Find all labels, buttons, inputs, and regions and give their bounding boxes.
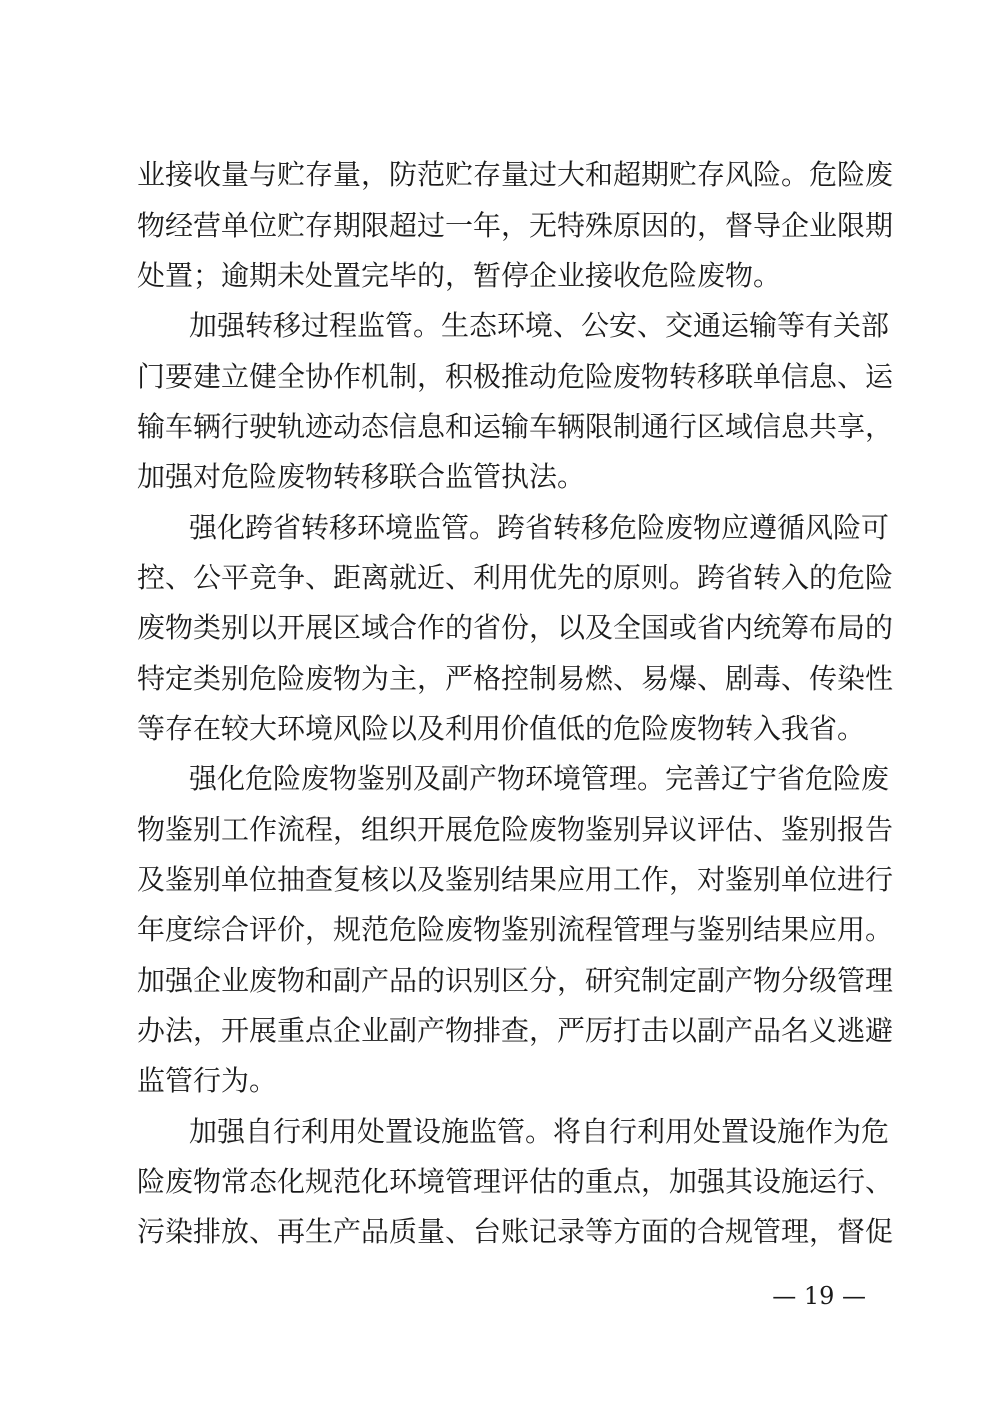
paragraph-2-line-3: 输车辆行驶轨迹动态信息和运输车辆限制通行区域信息共享， <box>137 410 894 443</box>
paragraph-3-line-2: 控、公平竞争、距离就近、利用优先的原则。跨省转入的危险 <box>137 561 894 594</box>
paragraph-4-line-5: 加强企业废物和副产品的识别区分，研究制定副产物分级管理 <box>137 964 894 997</box>
paragraph-5-line-1: 加强自行利用处置设施监管。将自行利用处置设施作为危 <box>189 1115 890 1148</box>
paragraph-4-line-4: 年度综合评价，规范危险废物鉴别流程管理与鉴别结果应用。 <box>137 913 894 946</box>
paragraph-5-line-3: 污染排放、再生产品质量、台账记录等方面的合规管理，督促 <box>137 1215 894 1248</box>
paragraph-4-line-1: 强化危险废物鉴别及副产物环境管理。完善辽宁省危险废 <box>189 762 890 795</box>
page-number: — 19 — <box>772 1282 866 1310</box>
paragraph-5-line-2: 险废物常态化规范化环境管理评估的重点，加强其设施运行、 <box>137 1165 894 1198</box>
paragraph-4-line-7: 监管行为。 <box>137 1064 278 1097</box>
paragraph-1-line-1: 业接收量与贮存量，防范贮存量过大和超期贮存风险。危险废 <box>137 158 894 191</box>
paragraph-4-line-3: 及鉴别单位抽查复核以及鉴别结果应用工作，对鉴别单位进行 <box>137 863 894 896</box>
paragraph-3-line-4: 特定类别危险废物为主，严格控制易燃、易爆、剧毒、传染性 <box>137 662 894 695</box>
paragraph-2-line-2: 门要建立健全协作机制，积极推动危险废物转移联单信息、运 <box>137 360 894 393</box>
paragraph-1-line-3: 处置；逾期未处置完毕的，暂停企业接收危险废物。 <box>137 259 782 292</box>
paragraph-2-line-4: 加强对危险废物转移联合监管执法。 <box>137 460 586 493</box>
paragraph-3-line-3: 废物类别以开展区域合作的省份，以及全国或省内统筹布局的 <box>137 611 894 644</box>
paragraph-3-line-1: 强化跨省转移环境监管。跨省转移危险废物应遵循风险可 <box>189 511 890 544</box>
paragraph-2-line-1: 加强转移过程监管。生态环境、公安、交通运输等有关部 <box>189 309 890 342</box>
paragraph-1-line-2: 物经营单位贮存期限超过一年，无特殊原因的，督导企业限期 <box>137 209 894 242</box>
paragraph-4-line-6: 办法，开展重点企业副产物排查，严厉打击以副产品名义逃避 <box>137 1014 894 1047</box>
paragraph-4-line-2: 物鉴别工作流程，组织开展危险废物鉴别异议评估、鉴别报告 <box>137 813 894 846</box>
paragraph-3-line-5: 等存在较大环境风险以及利用价值低的危险废物转入我省。 <box>137 712 866 745</box>
